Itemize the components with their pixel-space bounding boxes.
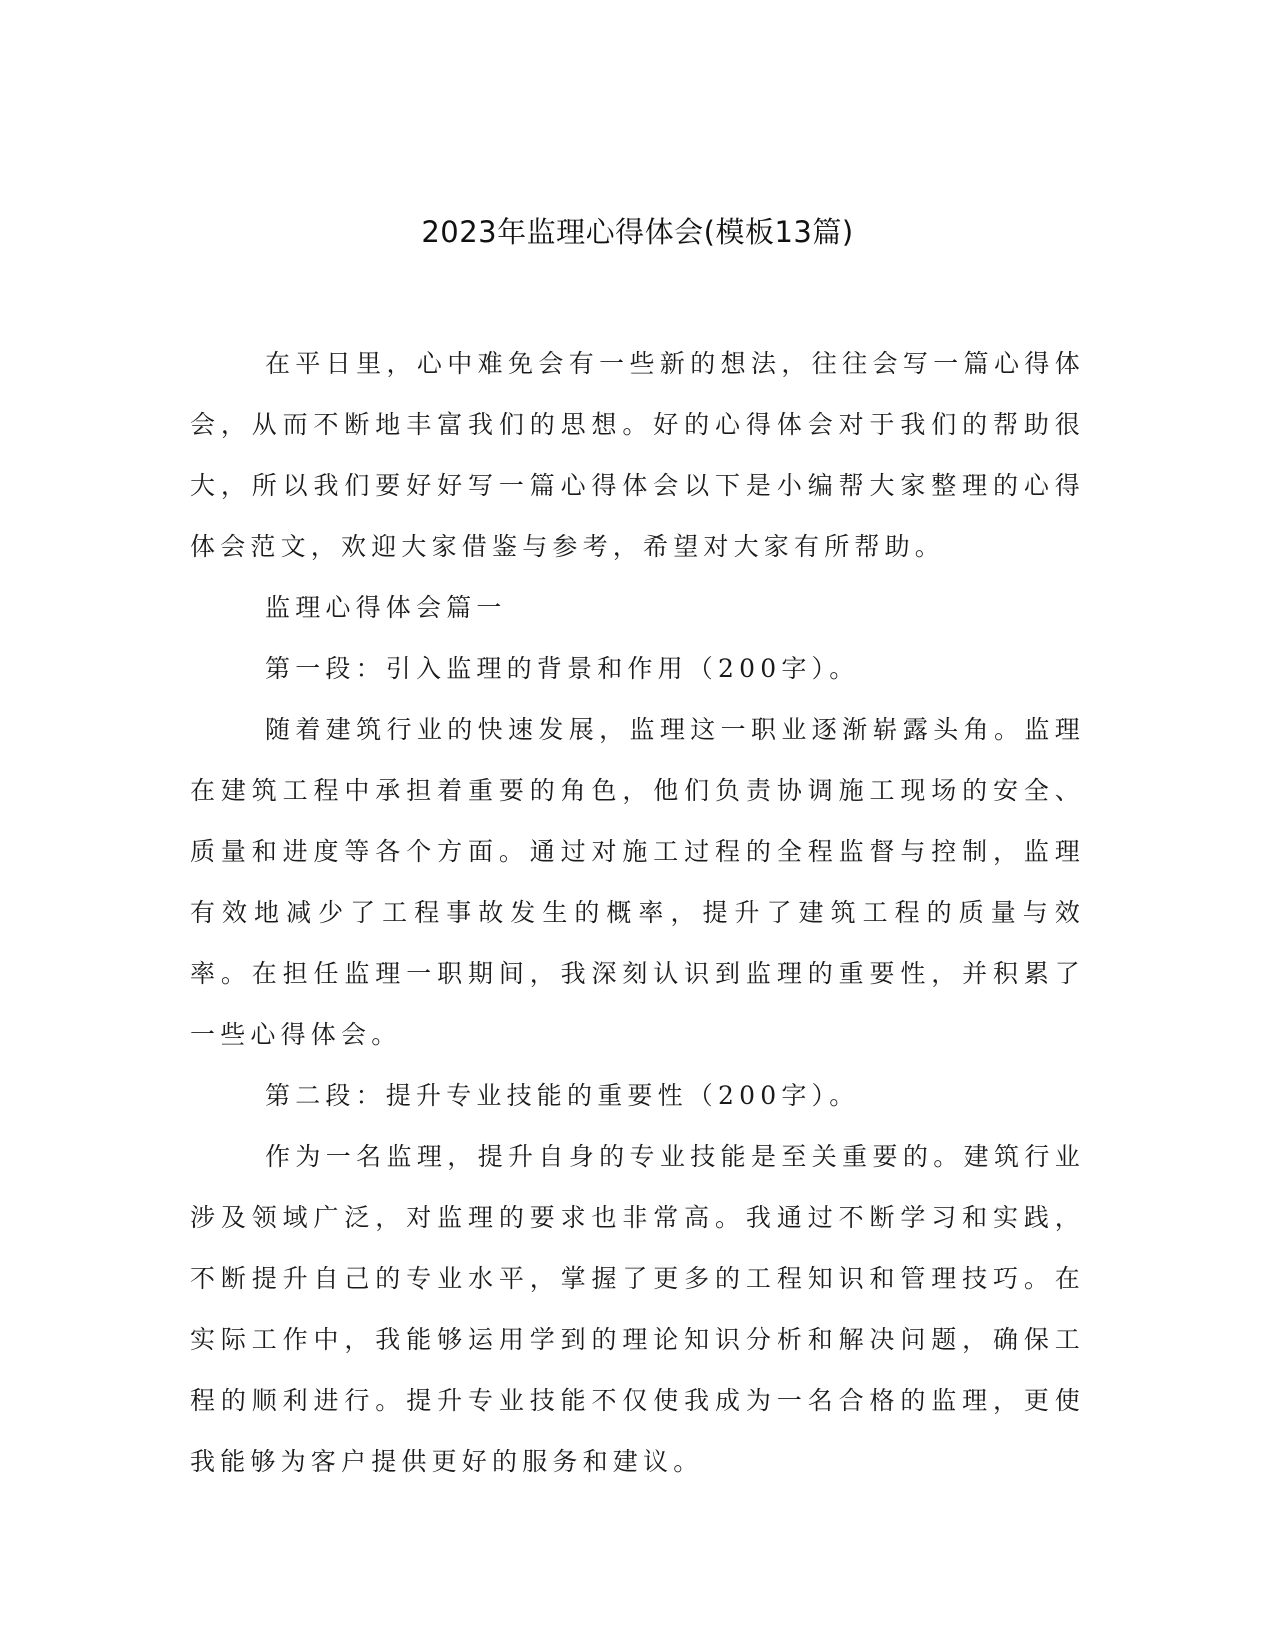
intro-paragraph: 在平日里，心中难免会有一些新的想法，往往会写一篇心得体会，从而不断地丰富我们的思想。好的心得体会对于我们的帮助很大，所以我们要好好写一篇心得体会以下是小编帮大家整理的心得体会范文，欢迎大家借鉴与参考，希望对大家有所帮助。 (190, 349, 1085, 561)
subsection-heading: 第二段：提升专业技能的重要性（200字）。 (265, 1081, 860, 1110)
document-body (190, 333, 1085, 1492)
subsection-heading: 第一段：引入监理的背景和作用（200字）。 (265, 654, 860, 683)
document-title: 2023年监理心得体会(模板13篇) (421, 215, 854, 249)
body-paragraph: 随着建筑行业的快速发展，监理这一职业逐渐崭露头角。监理在建筑工程中承担着重要的角色，他们负责协调施工现场的安全、质量和进度等各个方面。通过对施工过程的全程监督与控制，监理有效地减少了工程事故发生的概率，提升了建筑工程的质量与效率。在担任监理一职期间，我深刻认识到监理的重要性，并积累了一些心得体会。 (190, 715, 1085, 1049)
section-heading: 监理心得体会篇一 (265, 593, 507, 622)
body-paragraph: 作为一名监理，提升自身的专业技能是至关重要的。建筑行业涉及领域广泛，对监理的要求也非常高。我通过不断学习和实践，不断提升自己的专业水平，掌握了更多的工程知识和管理技巧。在实际工作中，我能够运用学到的理论知识分析和解决问题，确保工程的顺利进行。提升专业技能不仅使我成为一名合格的监理，更使我能够为客户提供更好的服务和建议。 (190, 1142, 1085, 1476)
